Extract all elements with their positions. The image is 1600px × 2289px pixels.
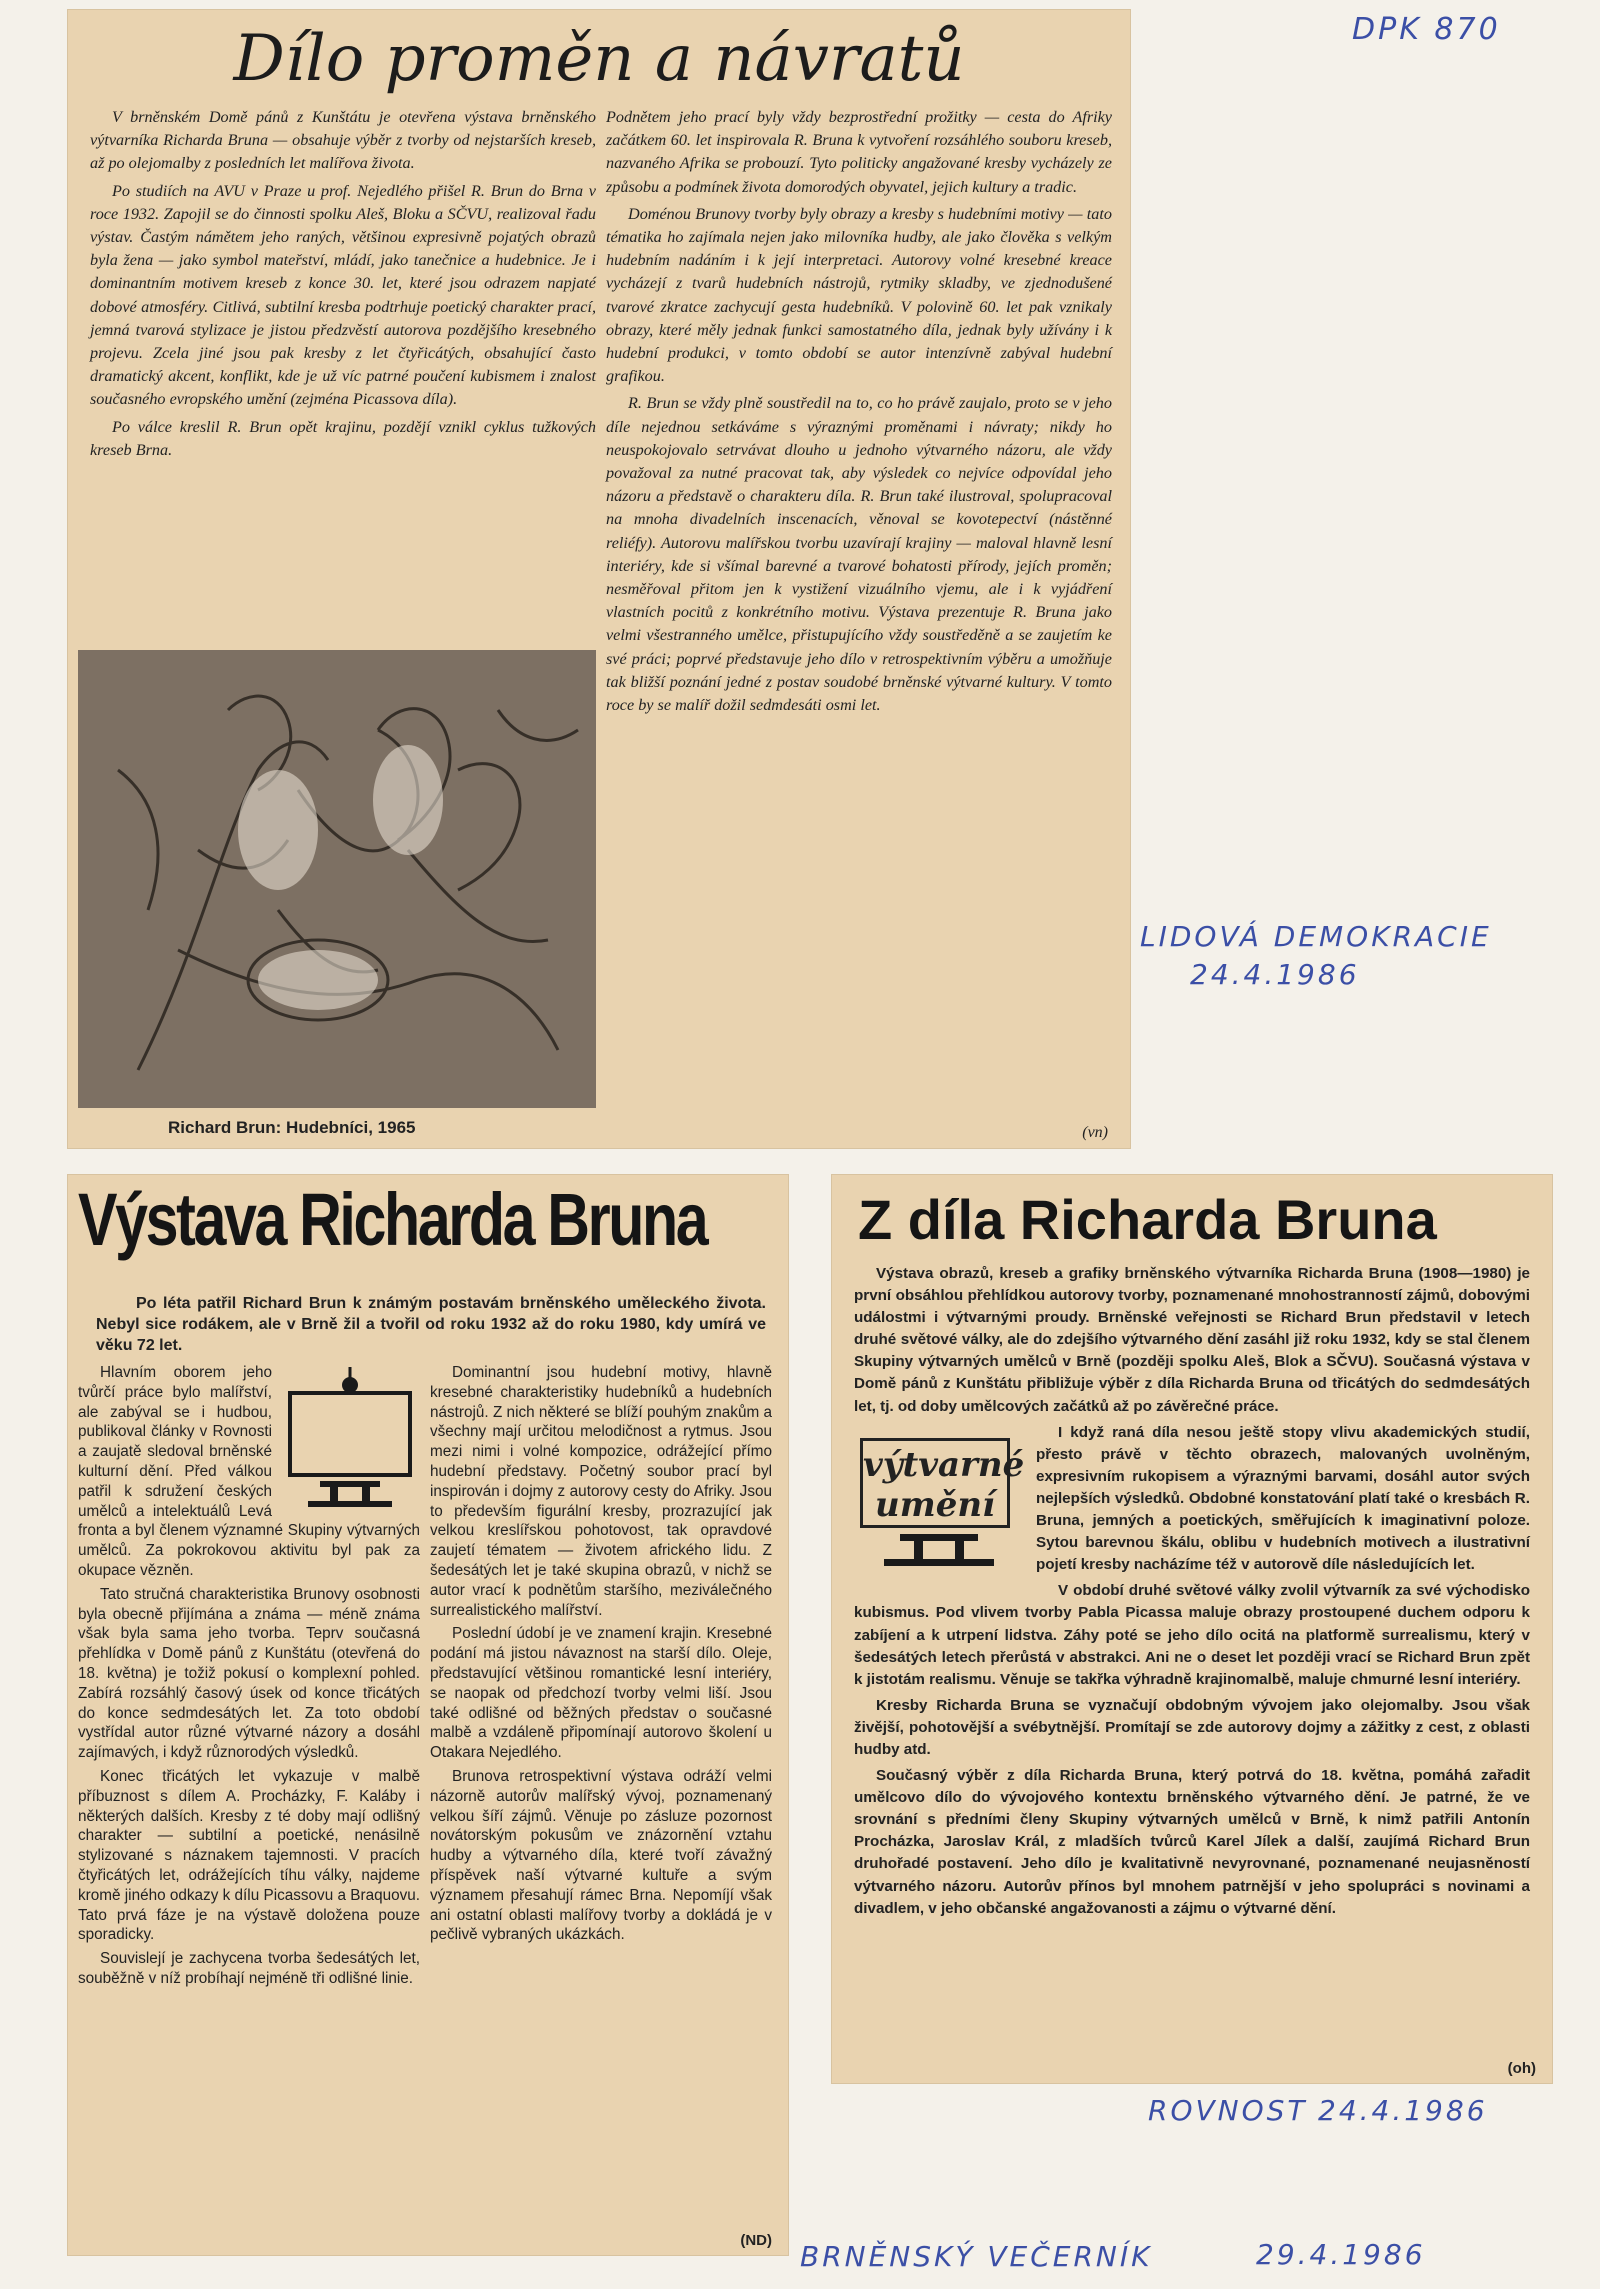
visual-arts-logo-icon — [854, 1428, 1024, 1578]
paragraph: Souvislejí je zachycena tvorba šedesátých let, souběžně v níž probíhají nejméně tři odlišné linie. — [78, 1950, 420, 1987]
clipping-brnensky-vecernik — [68, 1175, 788, 2255]
handwritten-date: 29.4.1986 — [1256, 2238, 1426, 2271]
paragraph: Dominantní jsou hudební motivy, hlavně kresebné charakteristiky hudebníků a hudebních nástrojů. Z nich některé se blíží pouhým znakům a všechny mají určitou melodičnost a rytmus. Jsou mezi nimi i volné kompozice, odrážející přímo hudební představy. Početný soubor prací byl inspirován i dojmy z autorovy cesty do Afriky. Jsou to především figurální kresby, prozrazující jak velkou kreslířskou pohotovost, tak opravdové zaujetí tématem — životem afrického lidu. Z šedesátých let je také skupina obrazů, v nichž se autor vrací k podnětům staršího, meziválečného surrealistického malířství. — [430, 1364, 772, 1619]
paragraph: Po studiích na AVU v Praze u prof. Nejedlého přišel R. Brun do Brna v roce 1932. Zapojil se do činnosti spolku Aleš, Bloku a SČVU, realizoval řadu výstav. Častým námětem jeho raných, většinou expresivně pojatých obrazů byla žena — jako symbol mateřství, mládí, jako tanečnice a hudebnice. Je i dominantním motivem kreseb z konce 30. let, které jsou odrazem napjaté dobové atmosféry. Citlivá, subtilní kresba podtrhuje poetický charakter prací, jemná tvarová stylizace je jistou předzvěstí autorova pozdějšího kresebného projevu. Zcela jiné jsou pak kresby z let čtyřicátých, obsahující často dramatický akcent, konflikt, kde je už víc patrné poučení kubismem i znalost současného evropského umění (zejména Picassova díla). — [90, 181, 596, 409]
author-signature: (vn) — [1082, 1124, 1108, 1141]
tv-logo-icon — [280, 1363, 420, 1513]
article-title: Dílo proměn a návratů — [233, 22, 965, 96]
paragraph: Hlavním oborem jeho tvůrčí práce bylo malířství, ale zabýval se i hudbou, publikoval články v Rovnosti a zaujatě sledoval brněnské kulturní dění. Před válkou patřil k sdružení českých umělců a intelektuálů Levá fronta a byl členem významné Skupiny výtvarných umělců. Za pokrokovou aktivitu byl pak za okupace vězněn. — [78, 1364, 420, 1579]
paragraph: Kresby Richarda Bruna se vyznačují obdobným vývojem jako olejomalby. Jsou však živější, pohotovější a svébytnější. Promítají se zde autorovy dojmy a zážitky z cest, z oblasti hudby atd. — [854, 1696, 1530, 1758]
musicians-drawing-image — [78, 650, 596, 1108]
clipping-rovnost — [832, 1175, 1552, 2083]
article-column-left — [78, 1363, 420, 1993]
article-lead: Po léta patřil Richard Brun k známým postavám brněnského uměleckého života. Nebyl sice rodákem, ale v Brně žil a tvořil od roku 1932 až do roku 1980, kdy umírá ve věku 72 let. — [96, 1295, 766, 1354]
paragraph: Tato stručná charakteristika Brunovy osobnosti byla obecně přijímána a známa — méně známa však byla sama jeho tvorba. Teprv současná přehlídka v Domě pánů z Kunštátu (otevřená do 18. května) je tožiž pokusí o komplexní pohled. Zabírá rozsáhlý časový úsek od konce třicátých do konce sedmdesátých let. Za toto období vystřídal autor různé výtvarné názory a dosáhl zajímavých, i když různorodých výsledků. — [78, 1585, 420, 1762]
article-body — [854, 1263, 1530, 1924]
paragraph: Po válce kreslil R. Brun opět krajinu, pozdějí vznikl cyklus tužkových kreseb Brna. — [90, 417, 596, 459]
clipping-lidova-demokracie — [68, 10, 1130, 1148]
paragraph: I když raná díla nesou ještě stopy vlivu akademických studií, přesto právě v těchto obrazech, malovaných uvolněným, expresivním rukopisem a výraznými barvami, dosáhl autor svých nejlepších výsledků. Obdobné konstatování platí také o kresbách R. Bruna, jemných a poetických, směřujících k imaginativní poloze. Sytou barevnou škálu, oblibu v hudebních motivech a ilustrativní pojetí kresby nacházíme též v autorově díle následujících let. — [1036, 1423, 1530, 1574]
author-signature: (oh) — [1507, 2060, 1536, 2077]
paragraph: V období druhé světové války zvolil výtvarník za své východisko kubismus. Pod vlivem tvorby Pabla Picassa maluje obrazy prostoupené duchem odporu k zabíjení a k utrpení lidstva. Záhy poté se jeho dílo ocitá na platformě surrealismu, který v šedesátých letech přerůstá v abstrakci. Ani ne o deset let později vrací se Richard Brun zpět k jistotám realismu. Věnuje se takřka výhradně krajinomalbě, maluje chmurné lesní interiéry. — [854, 1582, 1530, 1688]
photo-caption: Richard Brun: Hudebníci, 1965 — [168, 1118, 416, 1137]
handwritten-source: LIDOVÁ DEMOKRACIE — [1140, 920, 1492, 953]
paragraph: Podnětem jeho prací byly vždy bezprostřední prožitky — cesta do Afriky začátkem 60. let inspirovala R. Bruna k vytvoření rozsáhlého souboru kreseb, nazvaného Afrika se probouzí. Tyto politicky angažované kresby vycházely ze způsobu a podmínek života domorodých obyvatel, jejich kultury a tradic. — [606, 108, 1112, 196]
artwork-photo — [78, 650, 596, 1108]
handwritten-date: 24.4.1986 — [1190, 958, 1360, 991]
article-column-right — [606, 106, 1112, 721]
paragraph: V brněnském Domě pánů z Kunštátu je otevřena výstava brněnského výtvarníka Richarda Bruna — obsahuje výběr z tvorby od nejstarších kreseb, až po olejomalby z posledních let malířova života. — [90, 108, 596, 173]
article-column-right — [430, 1363, 772, 1949]
paragraph: Poslední údobí je ve znamení krajin. Kresebné podání má jistou návaznost na starší dílo. Oleje, představující většinou romantické lesní interiéry, se naopak od předchozí tvorby velmi liší. Jsou také odlišné od běžných představ o současné malbě a vzdáleně připomínají autorovo školení u Otakara Nejedlého. — [430, 1625, 772, 1762]
author-signature: (ND) — [740, 2232, 772, 2249]
handwritten-source: BRNĚNSKÝ VEČERNÍK — [800, 2240, 1153, 2273]
paragraph: Současný výběr z díla Richarda Bruna, který potrvá do 18. května, pomáhá zařadit umělcovo dílo do vývojového kontextu brněnského výtvarného dění. Je patrné, že ve srovnání s předními členy Skupiny výtvarných umělců v Brně, k nimž patřili Antonín Procházka, Jaroslav Král, z mladších tvůrců Karel Jílek a další, zaujímá Richard Brun druhořadé postavení. Jeho dílo je kvalitativně nevyrovnané, poznamenané neujasněností výtvarného názoru. Autorův přínos byl mnohem patrnější v jeho spolupráci s novinami a divadlem, v jeho občanské angažovanosti a zájmu o výtvarné dění. — [854, 1767, 1530, 1917]
article-title: Výstava Richarda Bruna — [78, 1178, 707, 1261]
paragraph: Výstava obrazů, kreseb a grafiky brněnského výtvarníka Richarda Bruna (1908—1980) je první obsáhlou přehlídkou autorovy tvorby, poznamenané mnohostranností zájmů, dobovými událostmi i výtvarnými proudy. Brněnské veřejnosti se Richard Brun představil v letech druhé světové války, ale do zdejšího výtvarného dění zasáhl již roku 1932, kdy se stal členem Skupiny výtvarných umělců v Brně (později spolku Aleš, Blok a SČVU). Současná výstava v Domě pánů z Kunštátu přibližuje výběr z díla Richarda Bruna od třicátých do sedmdesátých let, tj. od doby umělcových začátků až po závěrečné práce. — [854, 1265, 1530, 1415]
article-column-left — [90, 106, 596, 466]
paragraph: Konec třicátých let vykazuje v malbě příbuznost s dílem A. Procházky, F. Kaláby i některých dalších. Kresby z té doby mají odlišný charakter — subtilní a poetické, nenásilně stylizované s náznakem tajemnosti. V pracích čtyřicátých let, odrážejících tíhu války, najdeme kromě jiného odkazy k dílu Picassovu a Braquovu. Tato prvá fáze je na výstavě doložena pouze sporadicky. — [78, 1767, 420, 1944]
handwritten-source: ROVNOST — [1148, 2094, 1308, 2127]
article-title: Z díla Richarda Bruna — [858, 1188, 1437, 1251]
paragraph: Brunova retrospektivní výstava odráží velmi názorně autorův malířský vývoj, poznamenaný velkou šíří zájmů. Věnuje po zásluze pozornost novátorským pokusům ve znázornění vztahu hudby a výtvarného díla, které tvoří závažný příspěvek naší výtvarné kultuře a svým významem přesahují rámec Brna. Nepomíjí však ani ostatní oblasti malířovy tvorby a dokládá je v pečlivě vybraných ukázkách. — [430, 1767, 772, 1944]
archive-number: DPK 870 — [1352, 12, 1501, 47]
handwritten-date: 24.4.1986 — [1318, 2094, 1488, 2127]
paragraph: Doménou Brunovy tvorby byly obrazy a kresby s hudebními motivy — tato tématika ho zajímala nejen jako milovníka hudby, ale jako člověka s velkým hudebním nadáním i k její interpretaci. Autorovy volné kresebné kreace vycházejí z tvarů hudebních nástrojů, rytmiky skladby, ve zjednodušené tvarové zkratce zachycují gesta hudebníků. V polovině 60. let pak vznikaly obrazy, které měly jednak funkci samostatného díla, jednak byly užívány i k hudební produkci, v tomto období se autor intenzívně zabýval hudební grafikou. — [606, 204, 1112, 386]
logo-label: výtvarné umění — [860, 1438, 1010, 1528]
paragraph: R. Brun se vždy plně soustředil na to, co ho právě zaujalo, proto se v jeho díle nejednou setkáváme s výraznými proměnami i návraty; nikdy ho neuspokojovalo setrvávat dlouho u jednoho výtvarného názoru, ale vždy považoval za nutné pracovat tak, aby výsledek co nejvíce odpovídal jeho názoru a představě o charakteru díla. R. Brun také ilustroval, spolupracoval na mnoha divadelních inscenacích, věnoval se kovotepectví (nástěnné reliéfy). Autorovu malířskou tvorbu uzavírají krajiny — maloval hlavně lesní interiéry, kde si všímal barevné a tvarové bohatosti přírody, jejích proměn; nesměřoval přitom jen k vystižení vizuálního vjemu, ale i k vyjádření vlastních pocitů z konkrétního motivu. Výstava prezentuje R. Bruna jako velmi všestranného umělce, přistupujícího vždy soustředěně a se zaujetím ke své práci; poprvé představuje jeho dílo v retrospektivním výběru a umožňuje tak bližší poznání jedné z postav soudobé brněnské výtvarné kultury. V tomto roce by se malíř dožil sedmdesáti osmi let. — [606, 394, 1112, 715]
